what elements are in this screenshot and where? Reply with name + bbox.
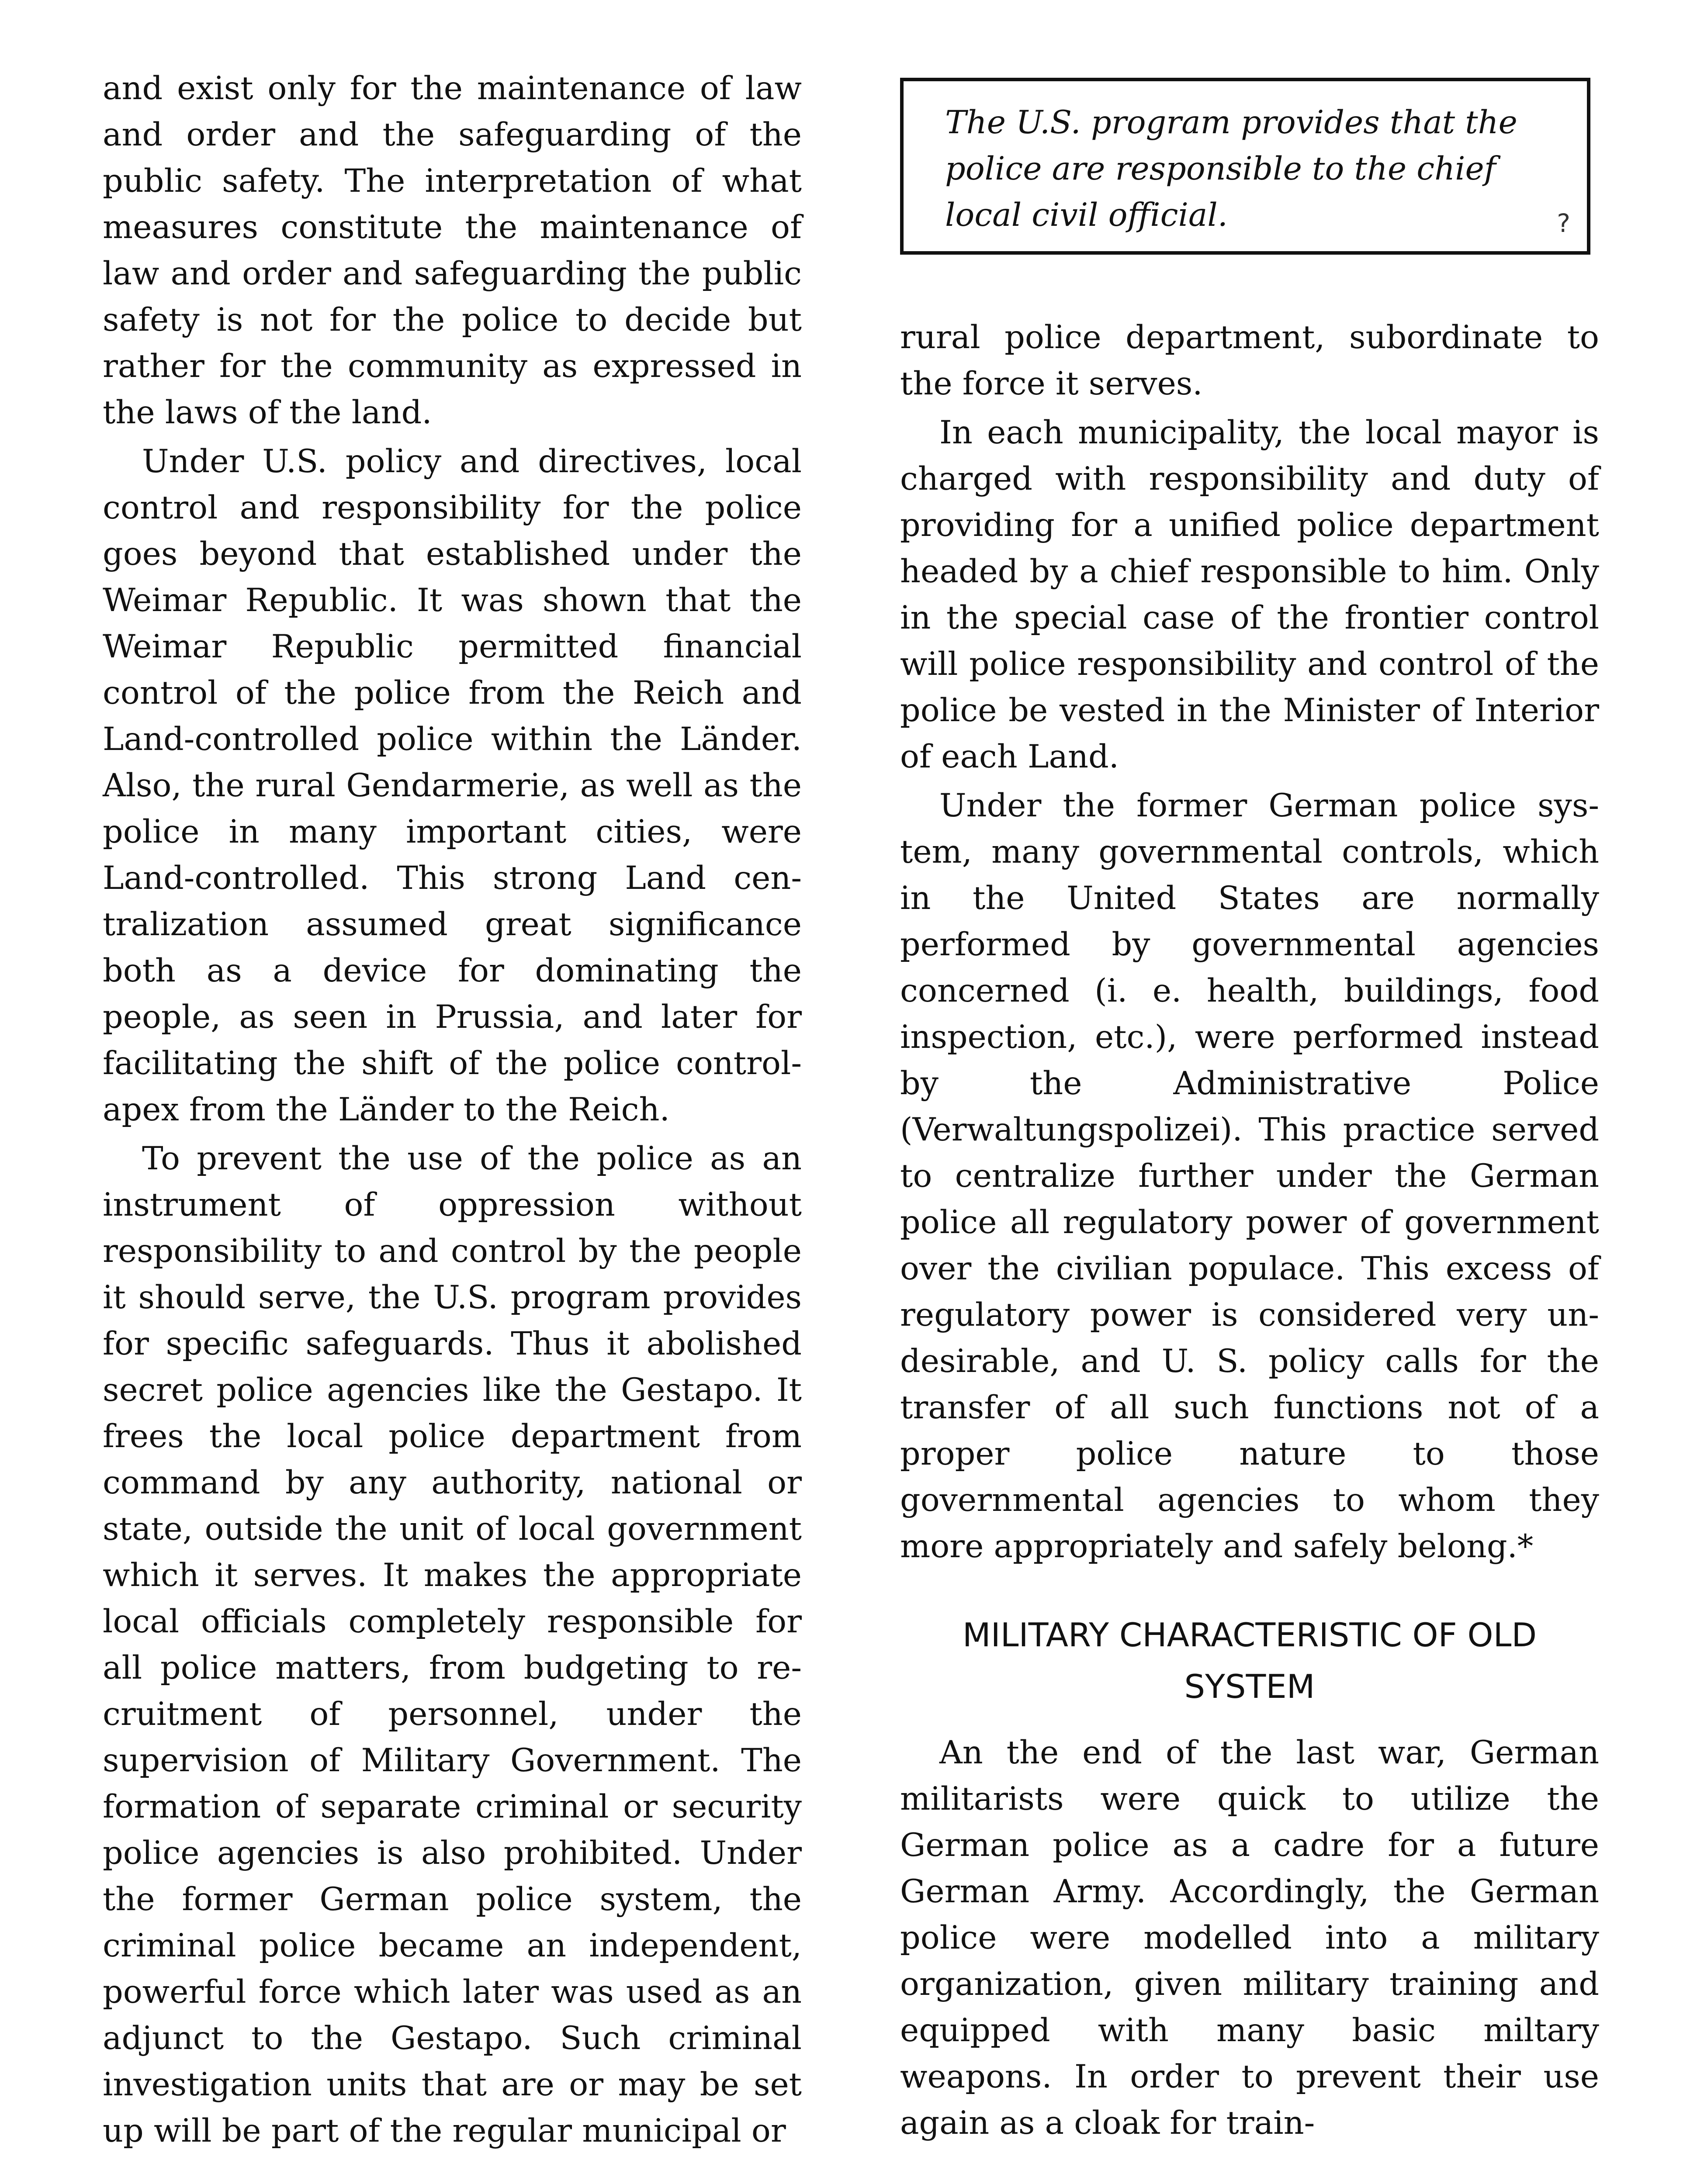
section-heading-line: SYSTEM [1184,1667,1315,1706]
paragraph: and exist only for the maintenance of law and order and the safeguarding of the public safety. The interpretation of what measures constitute the maintenance of law and order and safeguarding the public safety is not for the police to decide but rather for the community as expressed in the laws of the land. [103,70,802,431]
left-column [103,66,802,2157]
paragraph: To prevent the use of the police as an instrument of oppression without responsibility to and control by the people it should serve, the U.S. program provides for specific safeguards. Thus it abolished secret police agencies like the Gestapo. It frees the local police department from command by any authority, national or state, outside the unit of local government which it serves. It makes the appropriate local officials completely responsible for all police matters, from budgeting to recruitment of personnel, under the supervision of Military Government. The formation of separate criminal or security police agencies is also prohibited. Under the former German police system, the criminal police became an independent, powerful force which later was used as an adjunct to the Gestapo. Such criminal investigation units that are or may be set up will be part of the regular municipal or [103,1140,802,2149]
paragraph: Under U.S. policy and directives, local control and responsibility for the police goes beyond that established under the Weimar Republic. It was shown that the Weimar Republic permitted financial control of the police from the Reich and Land-controlled police within the Länder. Also, the rural Gendarmerie, as well as the police in many important cities, were Land-controlled. This strong Land centralization assumed great significance both as a device for dominating the people, as seen in Prussia, and later for facilitating the shift of the police control-apex from the Länder to the Reich. [103,443,802,1128]
section-heading [900,1609,1599,1712]
callout-box [900,78,1590,255]
paragraph: An the end of the last war, German militarists were quick to utilize the German police as a cadre for a future German Army. Accordingly, the German police were modelled into a military organization, given military training and equipped with many basic miltary weapons. In order to prevent their use again as a cloak for train- [900,1734,1599,2142]
section-heading-line: MILITARY CHARACTERISTIC OF OLD [962,1616,1537,1654]
callout-text: The U.S. program provides that the police are responsible to the chief local civil official. [945,104,1517,234]
handwritten-question-mark: ? [1557,208,1570,238]
right-column [900,314,1599,2184]
paragraph: rural police department, subordinate to the force it serves. [900,319,1599,402]
paragraph: In each municipality, the local mayor is charged with responsibility and duty of providing for a unified police department headed by a chief responsible to him. Only in the special case of the frontier control will police responsibility and control of the police be vested in the Minister of Interior of each Land. [900,414,1599,775]
paragraph: Under the former German police system, many governmental controls, which in the United States are normally performed by governmental agencies concerned (i. e. health, buildings, food inspection, etc.), were performed instead by the Administrative Police (Verwaltungspolizei). This practice served to centralize further under the German police all regulatory power of government over the civilian populace. This excess of regulatory power is considered very undesirable, and U. S. policy calls for the transfer of all such functions not of a proper police nature to those governmental agencies to whom they more appropriately and safely belong.* [900,787,1599,1565]
